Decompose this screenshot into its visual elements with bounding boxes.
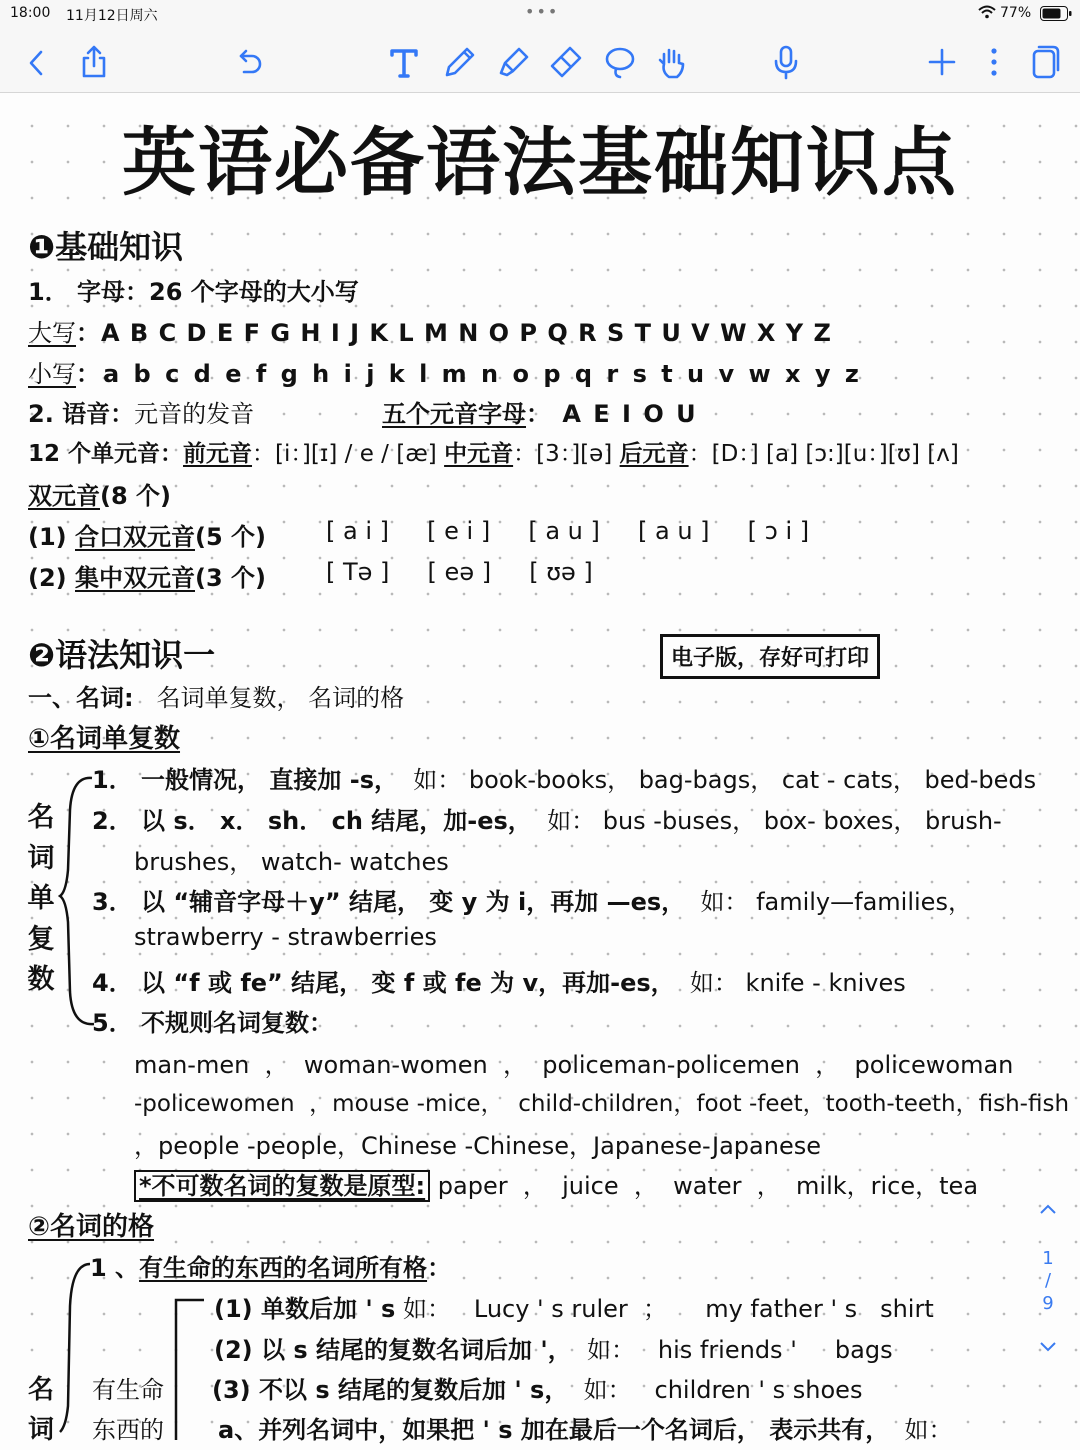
side-char: 单 [27, 883, 55, 915]
pages-icon[interactable] [1024, 42, 1064, 82]
value: (8 个) [100, 482, 171, 510]
label: 一、名词: [28, 684, 134, 712]
phonetic-list: [ a i ] [ e i ] [ a u ] [ a u ] [ ɔ i ] [326, 517, 810, 545]
page-down-icon[interactable] [1026, 1338, 1070, 1359]
rule-example: ，people -people，Chinese -Chinese，Japanese-Japanese [134, 1132, 821, 1160]
multitask-dots[interactable]: ••• [525, 2, 560, 21]
rule-text: 2． 以 s． x． sh． ch 结尾，加-es， [92, 807, 532, 835]
label: 12 个单元音： [28, 441, 184, 467]
subsection-heading: ①名词单复数 [28, 724, 181, 754]
label: (2) [28, 564, 75, 592]
value: ：[D：] [a] [ɔ:][u：][ʊ] [ʌ] [688, 441, 959, 467]
text-tool-icon[interactable] [384, 42, 424, 82]
rule-example: strawberry - strawberries [134, 923, 437, 951]
status-date: 11月12日周六 [66, 8, 158, 24]
value: ：[3：][ə] [513, 441, 613, 467]
highlighter-icon[interactable] [494, 42, 534, 82]
rule-example: brushes， watch- watches [134, 848, 449, 876]
side-char: 复 [27, 923, 55, 955]
rule-example: man-men ， woman-women ， policeman-policemen ， policewoman [134, 1051, 1014, 1079]
text-line [28, 558, 266, 593]
undo-icon[interactable] [228, 42, 268, 82]
label: 五个元音字母 [382, 400, 526, 428]
page-separator: / [1044, 1270, 1052, 1291]
label: 前元音 [183, 441, 253, 467]
side-label [92, 1370, 164, 1450]
text-line [28, 678, 404, 713]
rule-item [214, 1330, 893, 1365]
boxed-label: *不可数名词的复数是原型: [134, 1170, 430, 1202]
rule-item [212, 1370, 862, 1405]
rule-item [90, 1248, 451, 1283]
battery-icon [1040, 6, 1072, 25]
microphone-icon[interactable] [766, 42, 806, 82]
alphabet-lower: ：a b c d e f g h i j k l m n o p q r s t u v w x y z [76, 360, 862, 388]
rule-example: 如： bus -buses， box- boxes， brush- [547, 807, 1002, 835]
phonetic-list: [ Tə ] [ eə ] [ ʊə ] [326, 558, 593, 586]
rule-item [92, 801, 1002, 836]
alphabet-upper: ：A B C D E F G H I J K L M N O P Q R S T U V W X Y Z [76, 319, 832, 347]
page-total: 9 [1042, 1293, 1054, 1314]
text-line: 1． 字母：26 个字母的大小写 [28, 278, 359, 306]
text-line [28, 313, 832, 348]
brace-icon [56, 1256, 96, 1440]
side-text: 有生命 [92, 1376, 164, 1404]
add-icon[interactable] [922, 42, 962, 82]
rule-text: (1) 单数后加 ' s [214, 1295, 396, 1323]
text-line [28, 435, 959, 468]
lasso-icon[interactable] [600, 42, 640, 82]
page-up-icon[interactable] [1026, 1200, 1070, 1221]
value: 元音的发音 [134, 400, 255, 428]
rule-example: 如： book-books， bag-bags， cat - cats， bed-beds [413, 766, 1037, 794]
rule-text: 3． 以 “辅音字母＋y” 结尾， 变 y 为 i，再加 —es， [92, 888, 686, 916]
rule-text: ： [427, 1254, 452, 1282]
side-text: 东西的 [92, 1416, 164, 1444]
back-icon[interactable] [16, 42, 56, 82]
section-heading: ❶基础知识 [28, 228, 184, 266]
label: 2. 语音： [28, 400, 135, 428]
rule-example: 如： Lucy ' s ruler ； my father ' s shirt [402, 1295, 934, 1323]
page-title: 英语必备语法基础知识点 [122, 120, 958, 206]
label: (1) [28, 523, 75, 551]
rule-example: 如： children ' s shoes [583, 1376, 863, 1404]
rule-item [134, 1166, 978, 1201]
label: 后元音 [619, 441, 689, 467]
rule-example: paper ， juice ， water ， milk，rice，tea [437, 1172, 979, 1200]
battery-percent: 77% [1000, 5, 1032, 21]
rule-text: 有生命的东西的名词所有格 [139, 1254, 428, 1282]
label: 中元音 [444, 441, 514, 467]
side-char: 数 [27, 964, 55, 996]
rule-text: (2) 以 s 结尾的复数名词后加 '， [214, 1336, 572, 1364]
rule-item [214, 1289, 934, 1324]
value: 名词单复数， 名词的格 [156, 684, 405, 712]
more-icon[interactable] [974, 42, 1014, 82]
rule-example: 如： family—families， [700, 888, 972, 916]
rule-text: (3) 不以 s 结尾的复数后加 ' s， [212, 1376, 569, 1404]
label: (5 个) [195, 523, 266, 551]
rule-item: 5． 不规则名词复数： [92, 1009, 334, 1037]
rule-example: 如： knife - knives [689, 969, 906, 997]
side-label [26, 798, 56, 1001]
bracket-icon [168, 1296, 208, 1440]
rule-item [92, 882, 972, 917]
side-char: 名 [28, 1375, 55, 1405]
side-char: 词 [27, 842, 55, 874]
text-line [28, 394, 254, 429]
text-line [28, 476, 171, 511]
section-heading: ❷语法知识一 [28, 636, 216, 674]
toolbar [0, 0, 1080, 93]
rule-text: 1． 一般情况， 直接加 -s， [92, 766, 399, 794]
label: 小写 [28, 360, 76, 388]
side-char: 词 [28, 1415, 55, 1445]
text-line [28, 517, 266, 552]
side-char: 名 [27, 802, 55, 833]
text-line [28, 354, 862, 389]
share-icon[interactable] [74, 42, 114, 82]
status-time: 18:00 [10, 5, 51, 21]
rule-example: 如： his friends ' bags [586, 1336, 893, 1364]
rule-text: 1 、 [90, 1254, 140, 1282]
rule-example: 如： [904, 1416, 953, 1444]
subsection-heading: ②名词的格 [28, 1212, 155, 1242]
eraser-icon[interactable] [546, 42, 586, 82]
rule-item [92, 963, 906, 998]
label: 合口双元音 [75, 523, 195, 551]
rule-example: -policewomen ，mouse -mice， child-children，foot -feet，tooth-teeth，fish-fish [134, 1091, 1070, 1117]
side-label [28, 1370, 54, 1450]
hand-icon[interactable] [652, 42, 692, 82]
text-line [382, 394, 698, 429]
label: 大写 [28, 319, 76, 347]
pen-icon[interactable] [440, 42, 480, 82]
print-badge: 电子版，存好可打印 [660, 634, 880, 679]
value: ：[i：][ɪ] / e / [æ] [252, 441, 437, 467]
rule-item [92, 760, 1036, 795]
value: ： A E I O U [526, 400, 698, 428]
label: 集中双元音 [75, 564, 195, 592]
rule-text: a、并列名词中，如果把 ' s 加在最后一个名词后， 表示共有， [218, 1416, 890, 1444]
page-current: 1 [1042, 1248, 1054, 1269]
label: (3 个) [195, 564, 266, 592]
rule-text: 4． 以 “f 或 fe” 结尾， 变 f 或 fe 为 v，再加-es， [92, 969, 675, 997]
label: 双元音 [28, 482, 100, 510]
wifi-icon [978, 5, 996, 23]
